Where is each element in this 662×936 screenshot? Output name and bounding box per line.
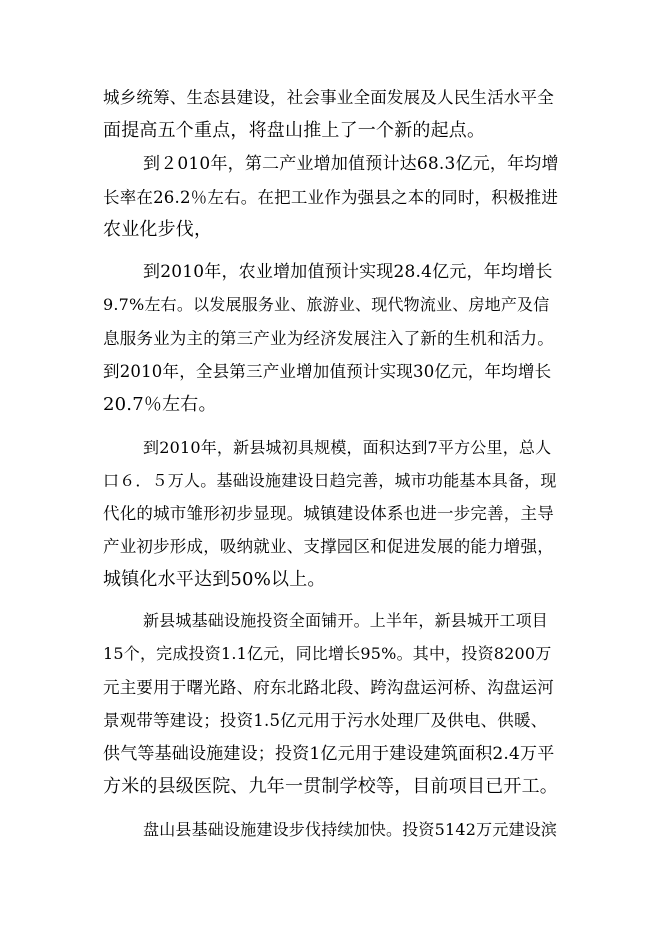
- text-line: 盘山县基础设施建设步伐持续加快。投资5142万元建设滨: [143, 820, 558, 839]
- text-line: 15个，完成投资1.1亿元，同比增长95%。其中，投资8200万: [103, 644, 552, 663]
- text-line: 到2010年，全县第三产业增加值预计实现30亿元，年均增长: [103, 362, 552, 381]
- text-line: 代化的城市雏形初步显现。城镇建设体系也进一步完善，主导: [103, 504, 554, 523]
- text-line: 20.7％左右。: [103, 394, 217, 415]
- text-line: 元主要用于曙光路、府东北路北段、跨沟盘运河桥、沟盘运河: [103, 678, 554, 697]
- text-line: 供气等基础设施建设；投资1亿元用于建设建筑面积2.4万平: [103, 744, 555, 764]
- text-line: 到2010年，农业增加值预计实现28.4亿元，年均增长: [143, 262, 553, 282]
- text-line: 长率在26.2％左右。在把工业作为强县之本的同时，积极推进: [103, 188, 559, 207]
- text-line: 息服务业为主的第三产业为经济发展注入了新的生机和活力。: [103, 329, 554, 348]
- text-line: 面提高五个重点，将盘山推上了一个新的起点。: [103, 120, 486, 141]
- text-line: 口６．５万人。基础设施建设日趋完善，城市功能基本具备，现: [103, 471, 557, 490]
- text-line: 城镇化水平达到50%以上。: [103, 569, 326, 590]
- text-line: 农业化步伐，: [103, 219, 213, 240]
- text-line: 新县城基础设施投资全面铺开。上半年，新县城开工项目: [143, 611, 549, 630]
- text-line: 城乡统筹、生态县建设，社会事业全面发展及人民生活水平全: [103, 88, 554, 107]
- text-line: 到２010年，第二产业增加值预计达68.3亿元，年均增: [143, 154, 559, 174]
- text-line: 产业初步形成，吸纳就业、支撑园区和促进发展的能力增强，: [103, 537, 554, 556]
- text-line: 9.7%左右。以发展服务业、旅游业、现代物流业、房地产及信: [103, 295, 550, 314]
- text-line: 方米的县级医院、九年一贯制学校等，目前项目已开工。: [103, 776, 558, 797]
- text-line: 到2010年，新县城初具规模，面积达到7平方公里，总人: [143, 438, 552, 457]
- text-line: 景观带等建设；投资1.5亿元用于污水处理厂及供电、供暖、: [103, 711, 548, 730]
